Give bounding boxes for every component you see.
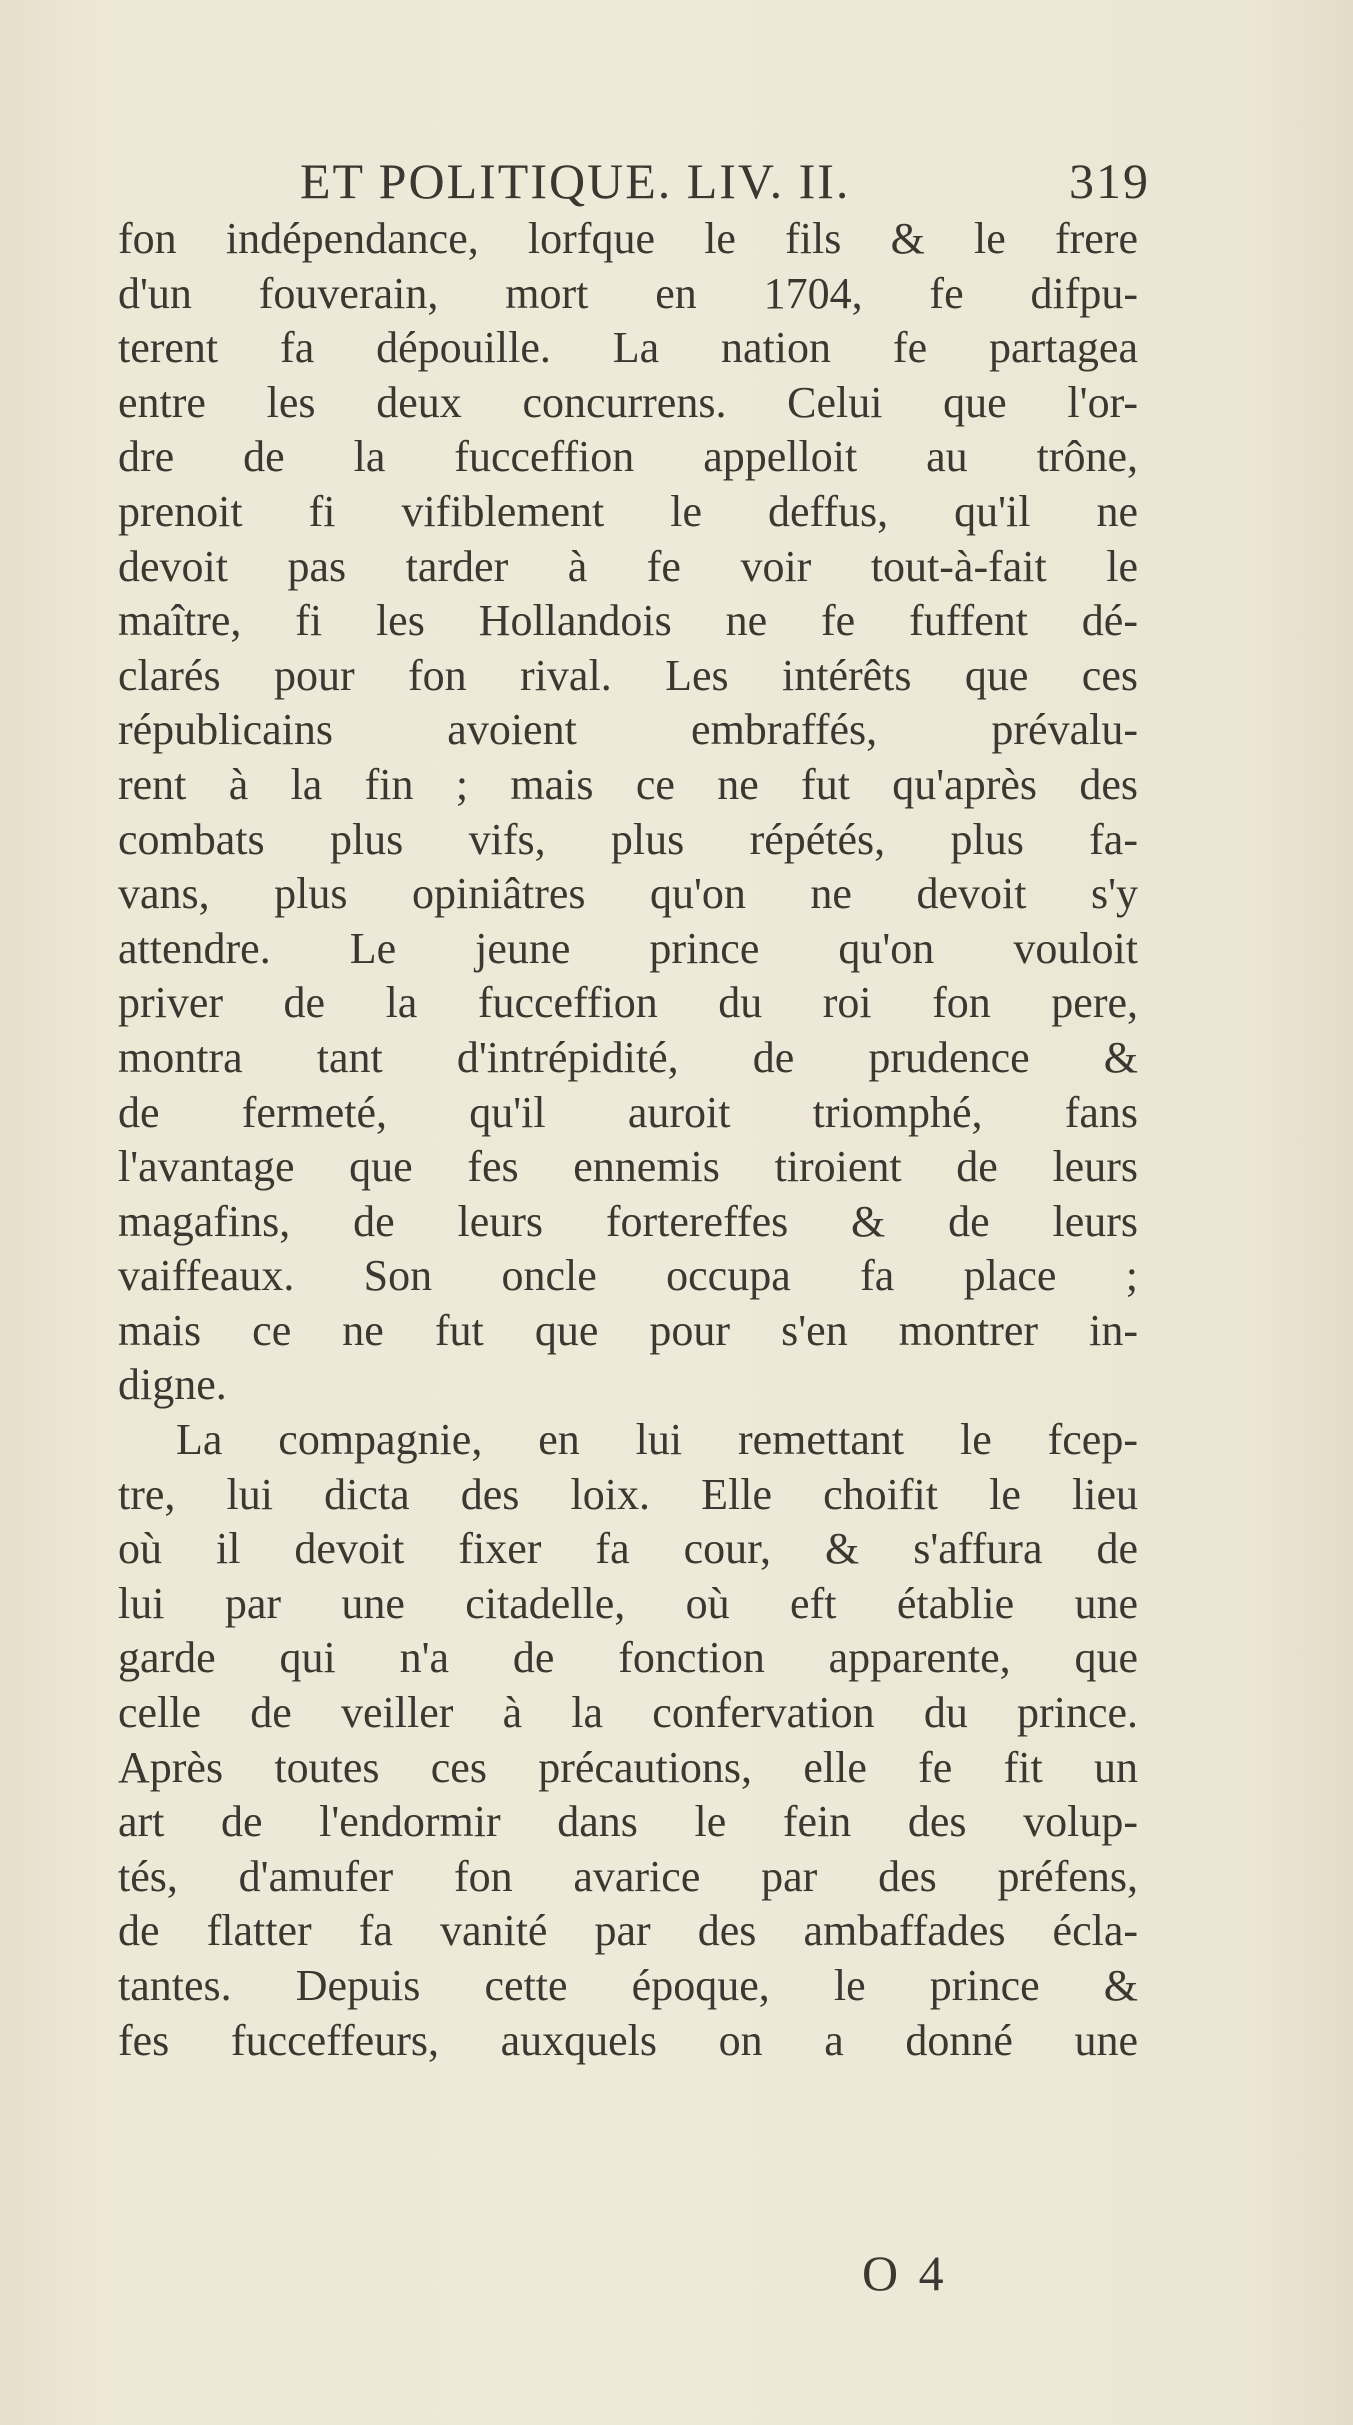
paragraph-1 — [118, 212, 1138, 1413]
text-line: vans, plus opiniâtres qu'on ne devoit s'y — [118, 869, 1138, 919]
text-line: digne. — [118, 1360, 227, 1410]
text-line: républicains avoient embraffés, prévalu- — [118, 705, 1138, 755]
text-line: rent à la fin ; mais ce ne fut qu'après des — [118, 759, 1138, 809]
text-line: combats plus vifs, plus répétés, plus fa- — [118, 814, 1138, 864]
text-line: terent fa dépouille. La nation fe partagea — [118, 323, 1138, 373]
text-line: fes fucceffeurs, auxquels on a donné une — [118, 2015, 1138, 2065]
text-line: prenoit fi vifiblement le deffus, qu'il ne — [118, 486, 1138, 536]
signature-mark: O 4 — [862, 2245, 948, 2301]
text-line: tés, d'amufer fon avarice par des préfens, — [118, 1851, 1138, 1901]
text-line: priver de la fucceffion du roi fon pere, — [118, 978, 1138, 1028]
text-line: mais ce ne fut que pour s'en montrer in- — [118, 1305, 1138, 1355]
page-number: 319 — [1069, 153, 1150, 209]
text-line: de fermeté, qu'il auroit triomphé, fans — [118, 1087, 1138, 1137]
text-line: attendre. Le jeune prince qu'on vouloit — [118, 923, 1138, 973]
text-line: entre les deux concurrens. Celui que l'or- — [118, 377, 1138, 427]
text-line: de flatter fa vanité par des ambaffades écla- — [118, 1906, 1138, 1956]
paragraph-2 — [118, 1413, 1138, 2068]
text-line: clarés pour fon rival. Les intérêts que ces — [118, 650, 1138, 700]
text-line: devoit pas tarder à fe voir tout-à-fait le — [118, 541, 1138, 591]
text-line: art de l'endormir dans le fein des volup- — [118, 1797, 1138, 1847]
text-line: garde qui n'a de fonction apparente, que — [118, 1633, 1138, 1683]
text-line: magafins, de leurs fortereffes & de leurs — [118, 1196, 1138, 1246]
text-line: vaiffeaux. Son oncle occupa fa place ; — [118, 1251, 1138, 1301]
text-line: montra tant d'intrépidité, de prudence & — [118, 1032, 1138, 1082]
text-line: maître, fi les Hollandois ne fe fuffent dé- — [118, 596, 1138, 646]
text-line: où il devoit fixer fa cour, & s'affura de — [118, 1524, 1138, 1574]
text-line: l'avantage que fes ennemis tiroient de leurs — [118, 1142, 1138, 1192]
text-line: fon indépendance, lorfque le fils & le frere — [118, 214, 1138, 263]
text-line: La compagnie, en lui remettant le fcep- — [176, 1415, 1138, 1465]
text-line: dre de la fucceffion appelloit au trône, — [118, 432, 1138, 482]
body-text — [118, 212, 1138, 2068]
text-line: tre, lui dicta des loix. Elle choifit le lieu — [118, 1469, 1138, 1519]
text-line: tantes. Depuis cette époque, le prince & — [118, 1961, 1138, 2010]
text-line: celle de veiller à la confervation du prince. — [118, 1688, 1138, 1738]
text-line: d'un fouverain, mort en 1704, fe difpu- — [118, 268, 1138, 318]
running-title: ET POLITIQUE. LIV. II. — [300, 153, 851, 209]
text-line: Après toutes ces précautions, elle fe fit un — [118, 1742, 1138, 1792]
text-line: lui par une citadelle, où eft établie une — [118, 1578, 1138, 1628]
